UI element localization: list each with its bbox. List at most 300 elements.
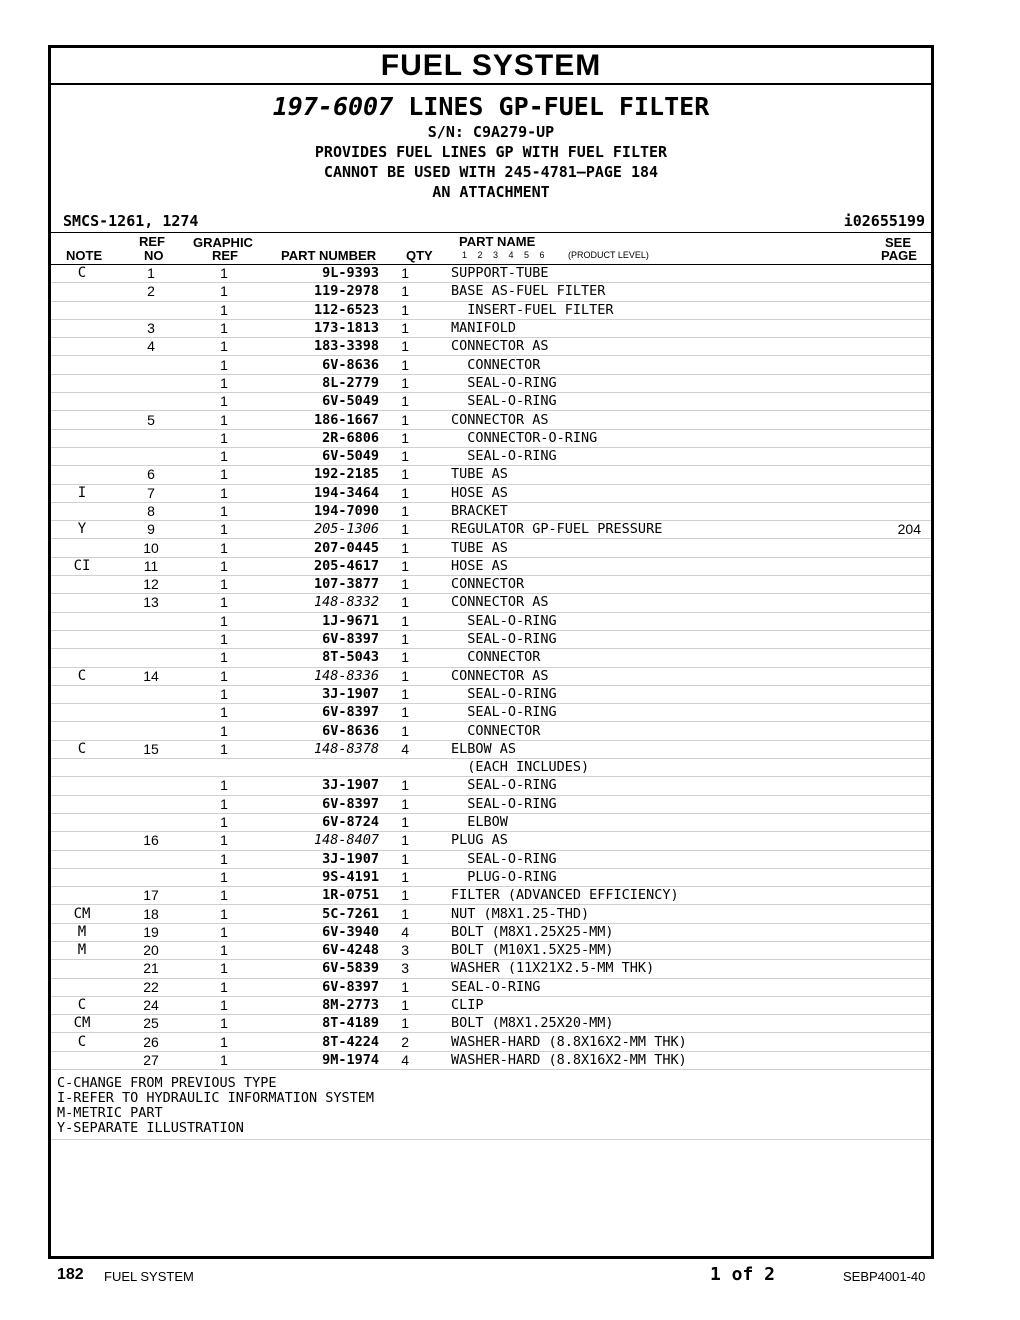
row-qty: 4 <box>379 1051 431 1069</box>
table-row <box>51 557 931 575</box>
group-header <box>51 92 931 202</box>
row-part-number: 119-2978 <box>259 283 379 301</box>
row-see-page <box>861 905 931 923</box>
row-qty: 3 <box>379 941 431 959</box>
table-row <box>51 740 931 758</box>
row-see-page <box>861 265 931 283</box>
row-see-page <box>861 777 931 795</box>
row-note <box>51 594 113 612</box>
row-see-page <box>861 429 931 447</box>
row-part-number: 3J-1907 <box>259 850 379 868</box>
row-ref-no <box>113 759 189 777</box>
row-qty: 1 <box>379 887 431 905</box>
row-qty: 1 <box>379 685 431 703</box>
table-row <box>51 667 931 685</box>
row-part-number: 9S-4191 <box>259 868 379 886</box>
row-ref-no: 25 <box>113 1015 189 1033</box>
group-description-line: PROVIDES FUEL LINES GP WITH FUEL FILTER <box>314 143 668 161</box>
table-row <box>51 502 931 520</box>
row-see-page <box>861 1051 931 1069</box>
table-row <box>51 685 931 703</box>
row-ref-no <box>113 685 189 703</box>
footer-page-number: 182 <box>57 1266 84 1283</box>
table-row <box>51 923 931 941</box>
row-part-number: 8M-2773 <box>259 996 379 1014</box>
row-part-name: SEAL-O-RING <box>431 447 861 465</box>
row-part-number: 6V-8397 <box>259 978 379 996</box>
row-part-name: (EACH INCLUDES) <box>431 759 861 777</box>
row-see-page <box>861 301 931 319</box>
row-see-page <box>861 630 931 648</box>
row-ref-no <box>113 649 189 667</box>
row-qty: 1 <box>379 447 431 465</box>
table-row <box>51 356 931 374</box>
row-note <box>51 338 113 356</box>
row-part-name: CLIP <box>431 996 861 1014</box>
row-note <box>51 301 113 319</box>
col-ref-bottom: NO <box>144 248 164 263</box>
table-row <box>51 393 931 411</box>
row-qty: 4 <box>379 923 431 941</box>
row-qty: 1 <box>379 338 431 356</box>
table-row <box>51 649 931 667</box>
row-see-page <box>861 338 931 356</box>
legend-item: Y-SEPARATE ILLUSTRATION <box>57 1120 244 1137</box>
table-row <box>51 612 931 630</box>
row-graphic-ref: 1 <box>189 813 259 831</box>
row-qty: 1 <box>379 429 431 447</box>
table-row <box>51 868 931 886</box>
row-part-name: REGULATOR GP-FUEL PRESSURE <box>431 521 861 539</box>
table-row <box>51 576 931 594</box>
row-part-name: WASHER-HARD (8.8X16X2-MM THK) <box>431 1051 861 1069</box>
row-qty: 1 <box>379 777 431 795</box>
row-part-name: FILTER (ADVANCED EFFICIENCY) <box>431 887 861 905</box>
table-row <box>51 996 931 1014</box>
row-qty: 1 <box>379 832 431 850</box>
row-qty: 1 <box>379 319 431 337</box>
row-part-name: BASE AS-FUEL FILTER <box>431 283 861 301</box>
table-row <box>51 887 931 905</box>
col-graphic-top: GRAPHIC <box>193 235 253 250</box>
row-qty: 1 <box>379 484 431 502</box>
row-see-page <box>861 374 931 392</box>
row-note <box>51 722 113 740</box>
row-qty: 1 <box>379 612 431 630</box>
row-graphic-ref: 1 <box>189 978 259 996</box>
row-see-page <box>861 960 931 978</box>
row-part-name: SEAL-O-RING <box>431 685 861 703</box>
row-qty: 1 <box>379 704 431 722</box>
row-part-name: HOSE AS <box>431 484 861 502</box>
row-note <box>51 850 113 868</box>
row-note: I <box>51 484 113 502</box>
row-graphic-ref: 1 <box>189 1051 259 1069</box>
row-note <box>51 447 113 465</box>
row-part-name: WASHER-HARD (8.8X16X2-MM THK) <box>431 1033 861 1051</box>
row-ref-no: 18 <box>113 905 189 923</box>
row-part-name: INSERT-FUEL FILTER <box>431 301 861 319</box>
row-qty: 1 <box>379 539 431 557</box>
row-graphic-ref: 1 <box>189 722 259 740</box>
row-graphic-ref: 1 <box>189 1033 259 1051</box>
row-ref-no <box>113 795 189 813</box>
row-see-page <box>861 466 931 484</box>
row-part-number: 148-8407 <box>259 832 379 850</box>
row-ref-no <box>113 850 189 868</box>
row-part-number: 148-8336 <box>259 667 379 685</box>
illustration-id: i02655199 <box>843 212 925 230</box>
table-row <box>51 813 931 831</box>
table-row <box>51 447 931 465</box>
row-ref-no: 1 <box>113 265 189 283</box>
row-qty: 1 <box>379 649 431 667</box>
row-ref-no: 4 <box>113 338 189 356</box>
row-see-page <box>861 1015 931 1033</box>
row-see-page <box>861 539 931 557</box>
row-graphic-ref: 1 <box>189 868 259 886</box>
serial-number: S/N: C9A279-UP <box>427 123 555 141</box>
row-qty: 1 <box>379 557 431 575</box>
group-description-line: CANNOT BE USED WITH 245-4781—PAGE 184 <box>323 163 659 181</box>
row-ref-no: 27 <box>113 1051 189 1069</box>
row-see-page <box>861 832 931 850</box>
col-ref-top: REF <box>139 234 165 249</box>
row-part-name: CONNECTOR AS <box>431 338 861 356</box>
row-part-number: 148-8378 <box>259 740 379 758</box>
row-part-number: 5C-7261 <box>259 905 379 923</box>
row-note <box>51 978 113 996</box>
row-graphic-ref: 1 <box>189 704 259 722</box>
row-qty: 1 <box>379 1015 431 1033</box>
row-note <box>51 283 113 301</box>
row-see-page <box>861 996 931 1014</box>
row-note <box>51 356 113 374</box>
row-part-name: NUT (M8X1.25-THD) <box>431 905 861 923</box>
row-graphic-ref: 1 <box>189 667 259 685</box>
row-ref-no <box>113 374 189 392</box>
row-part-number: 148-8332 <box>259 594 379 612</box>
row-see-page: 204 <box>861 521 931 539</box>
row-graphic-ref: 1 <box>189 740 259 758</box>
row-part-number: 1J-9671 <box>259 612 379 630</box>
row-see-page <box>861 795 931 813</box>
table-row <box>51 301 931 319</box>
row-part-number: 2R-6806 <box>259 429 379 447</box>
row-part-number: 205-4617 <box>259 557 379 575</box>
row-graphic-ref: 1 <box>189 630 259 648</box>
row-note <box>51 630 113 648</box>
row-see-page <box>861 447 931 465</box>
row-qty: 3 <box>379 960 431 978</box>
col-see-bottom: PAGE <box>881 248 917 263</box>
row-part-name: CONNECTOR <box>431 356 861 374</box>
row-part-number: 107-3877 <box>259 576 379 594</box>
row-graphic-ref: 1 <box>189 557 259 575</box>
row-part-name: CONNECTOR <box>431 649 861 667</box>
table-row <box>51 319 931 337</box>
row-ref-no: 11 <box>113 557 189 575</box>
col-see-top: SEE <box>885 235 912 250</box>
row-qty: 1 <box>379 265 431 283</box>
row-note <box>51 411 113 429</box>
row-part-number: 6V-3940 <box>259 923 379 941</box>
row-see-page <box>861 319 931 337</box>
row-part-name: SEAL-O-RING <box>431 795 861 813</box>
row-note <box>51 795 113 813</box>
row-ref-no: 9 <box>113 521 189 539</box>
row-note: C <box>51 265 113 283</box>
row-graphic-ref: 1 <box>189 996 259 1014</box>
row-part-name: CONNECTOR <box>431 576 861 594</box>
row-part-number: 183-3398 <box>259 338 379 356</box>
col-part-number: PART NUMBER <box>281 248 377 263</box>
legend <box>51 1070 931 1140</box>
row-part-number: 9M-1974 <box>259 1051 379 1069</box>
row-part-number: 9L-9393 <box>259 265 379 283</box>
table-row <box>51 832 931 850</box>
row-ref-no <box>113 722 189 740</box>
row-part-name: CONNECTOR <box>431 722 861 740</box>
row-ref-no <box>113 429 189 447</box>
row-part-name: SEAL-O-RING <box>431 612 861 630</box>
row-note: Y <box>51 521 113 539</box>
row-part-number: 112-6523 <box>259 301 379 319</box>
row-part-number <box>259 759 379 777</box>
row-part-number: 192-2185 <box>259 466 379 484</box>
row-note: C <box>51 667 113 685</box>
row-part-name: HOSE AS <box>431 557 861 575</box>
row-ref-no: 12 <box>113 576 189 594</box>
col-product-level: (PRODUCT LEVEL) <box>568 250 649 260</box>
parts-table-body <box>51 265 931 1070</box>
row-graphic-ref: 1 <box>189 283 259 301</box>
row-see-page <box>861 393 931 411</box>
row-note <box>51 759 113 777</box>
row-note <box>51 612 113 630</box>
row-part-name: BOLT (M8X1.25X20-MM) <box>431 1015 861 1033</box>
row-part-name: WASHER (11X21X2.5-MM THK) <box>431 960 861 978</box>
row-note <box>51 777 113 795</box>
row-note: CM <box>51 905 113 923</box>
row-qty: 1 <box>379 630 431 648</box>
table-row <box>51 429 931 447</box>
row-part-number: 6V-8636 <box>259 722 379 740</box>
row-graphic-ref: 1 <box>189 832 259 850</box>
row-see-page <box>861 704 931 722</box>
row-part-name: BOLT (M8X1.25X25-MM) <box>431 923 861 941</box>
smcs-code: SMCS-1261, 1274 <box>63 212 199 230</box>
row-graphic-ref: 1 <box>189 429 259 447</box>
row-part-number: 194-7090 <box>259 502 379 520</box>
row-part-name: SEAL-O-RING <box>431 393 861 411</box>
row-part-name: SEAL-O-RING <box>431 777 861 795</box>
row-note <box>51 429 113 447</box>
table-header <box>51 232 931 265</box>
row-qty: 2 <box>379 1033 431 1051</box>
row-ref-no: 7 <box>113 484 189 502</box>
row-see-page <box>861 283 931 301</box>
row-ref-no: 2 <box>113 283 189 301</box>
row-see-page <box>861 612 931 630</box>
row-ref-no <box>113 777 189 795</box>
row-ref-no: 20 <box>113 941 189 959</box>
row-ref-no: 15 <box>113 740 189 758</box>
row-note: C <box>51 996 113 1014</box>
row-ref-no: 13 <box>113 594 189 612</box>
row-graphic-ref: 1 <box>189 576 259 594</box>
row-graphic-ref: 1 <box>189 649 259 667</box>
row-see-page <box>861 1033 931 1051</box>
row-graphic-ref: 1 <box>189 612 259 630</box>
table-row <box>51 466 931 484</box>
row-see-page <box>861 813 931 831</box>
row-ref-no <box>113 704 189 722</box>
row-part-number: 8L-2779 <box>259 374 379 392</box>
row-note: CI <box>51 557 113 575</box>
row-qty: 1 <box>379 850 431 868</box>
row-graphic-ref: 1 <box>189 338 259 356</box>
row-part-name: TUBE AS <box>431 539 861 557</box>
row-ref-no <box>113 301 189 319</box>
row-ref-no: 5 <box>113 411 189 429</box>
row-note <box>51 576 113 594</box>
row-see-page <box>861 923 931 941</box>
row-qty <box>379 759 431 777</box>
row-note <box>51 887 113 905</box>
row-qty: 1 <box>379 722 431 740</box>
row-ref-no: 21 <box>113 960 189 978</box>
row-qty: 1 <box>379 502 431 520</box>
legend-item: M-METRIC PART <box>57 1105 163 1122</box>
row-graphic-ref: 1 <box>189 777 259 795</box>
parts-page-frame <box>48 45 934 1259</box>
table-row <box>51 594 931 612</box>
row-ref-no: 14 <box>113 667 189 685</box>
row-graphic-ref: 1 <box>189 850 259 868</box>
legend-item: C-CHANGE FROM PREVIOUS TYPE <box>57 1075 277 1092</box>
row-note <box>51 393 113 411</box>
footer-page-of: 1 of 2 <box>710 1264 776 1285</box>
row-graphic-ref: 1 <box>189 685 259 703</box>
group-title <box>51 92 931 122</box>
group-description-line: AN ATTACHMENT <box>432 183 550 201</box>
row-part-number: 194-3464 <box>259 484 379 502</box>
row-ref-no <box>113 393 189 411</box>
row-graphic-ref: 1 <box>189 941 259 959</box>
table-row <box>51 1015 931 1033</box>
row-graphic-ref: 1 <box>189 393 259 411</box>
table-row <box>51 265 931 283</box>
row-part-number: 6V-5839 <box>259 960 379 978</box>
group-part-number: 197-6007 <box>272 92 394 121</box>
table-row <box>51 941 931 959</box>
row-part-number: 6V-8397 <box>259 704 379 722</box>
row-note: CM <box>51 1015 113 1033</box>
row-part-name: SEAL-O-RING <box>431 978 861 996</box>
row-part-number: 3J-1907 <box>259 685 379 703</box>
row-note <box>51 649 113 667</box>
row-graphic-ref: 1 <box>189 502 259 520</box>
row-ref-no <box>113 356 189 374</box>
row-qty: 1 <box>379 813 431 831</box>
row-note <box>51 1051 113 1069</box>
row-graphic-ref: 1 <box>189 539 259 557</box>
row-see-page <box>861 356 931 374</box>
row-note <box>51 466 113 484</box>
table-row <box>51 338 931 356</box>
parts-table <box>51 265 931 1070</box>
row-part-name: CONNECTOR AS <box>431 667 861 685</box>
row-see-page <box>861 740 931 758</box>
row-graphic-ref <box>189 759 259 777</box>
row-qty: 1 <box>379 996 431 1014</box>
row-graphic-ref: 1 <box>189 265 259 283</box>
row-see-page <box>861 722 931 740</box>
row-see-page <box>861 887 931 905</box>
row-graphic-ref: 1 <box>189 960 259 978</box>
row-qty: 1 <box>379 301 431 319</box>
row-part-number: 8T-4224 <box>259 1033 379 1051</box>
row-part-name: ELBOW <box>431 813 861 831</box>
row-qty: 1 <box>379 283 431 301</box>
row-part-number: 6V-5049 <box>259 393 379 411</box>
row-qty: 1 <box>379 868 431 886</box>
row-note <box>51 813 113 831</box>
legend-item: I-REFER TO HYDRAULIC INFORMATION SYSTEM <box>57 1090 374 1107</box>
row-see-page <box>861 850 931 868</box>
row-note: M <box>51 923 113 941</box>
row-note <box>51 704 113 722</box>
row-see-page <box>861 557 931 575</box>
row-qty: 1 <box>379 905 431 923</box>
row-part-name: SEAL-O-RING <box>431 630 861 648</box>
row-part-name: PLUG AS <box>431 832 861 850</box>
row-part-number: 6V-4248 <box>259 941 379 959</box>
footer-section: FUEL SYSTEM <box>104 1269 194 1284</box>
col-graphic-bottom: REF <box>212 248 238 263</box>
row-ref-no: 17 <box>113 887 189 905</box>
row-ref-no: 19 <box>113 923 189 941</box>
row-qty: 1 <box>379 374 431 392</box>
group-name: LINES GP-FUEL FILTER <box>408 92 710 121</box>
row-part-number: 6V-8724 <box>259 813 379 831</box>
row-ref-no: 8 <box>113 502 189 520</box>
row-graphic-ref: 1 <box>189 795 259 813</box>
table-row <box>51 539 931 557</box>
section-title: FUEL SYSTEM <box>51 48 931 85</box>
row-ref-no <box>113 630 189 648</box>
row-qty: 1 <box>379 393 431 411</box>
row-note: C <box>51 740 113 758</box>
row-ref-no: 3 <box>113 319 189 337</box>
row-see-page <box>861 484 931 502</box>
row-part-number: 207-0445 <box>259 539 379 557</box>
row-part-number: 1R-0751 <box>259 887 379 905</box>
row-note <box>51 868 113 886</box>
row-qty: 1 <box>379 594 431 612</box>
table-row <box>51 850 931 868</box>
row-see-page <box>861 576 931 594</box>
row-graphic-ref: 1 <box>189 905 259 923</box>
row-graphic-ref: 1 <box>189 374 259 392</box>
row-graphic-ref: 1 <box>189 887 259 905</box>
row-part-number: 173-1813 <box>259 319 379 337</box>
table-row <box>51 484 931 502</box>
row-part-name: SEAL-O-RING <box>431 374 861 392</box>
row-part-name: BOLT (M10X1.5X25-MM) <box>431 941 861 959</box>
row-part-name: BRACKET <box>431 502 861 520</box>
